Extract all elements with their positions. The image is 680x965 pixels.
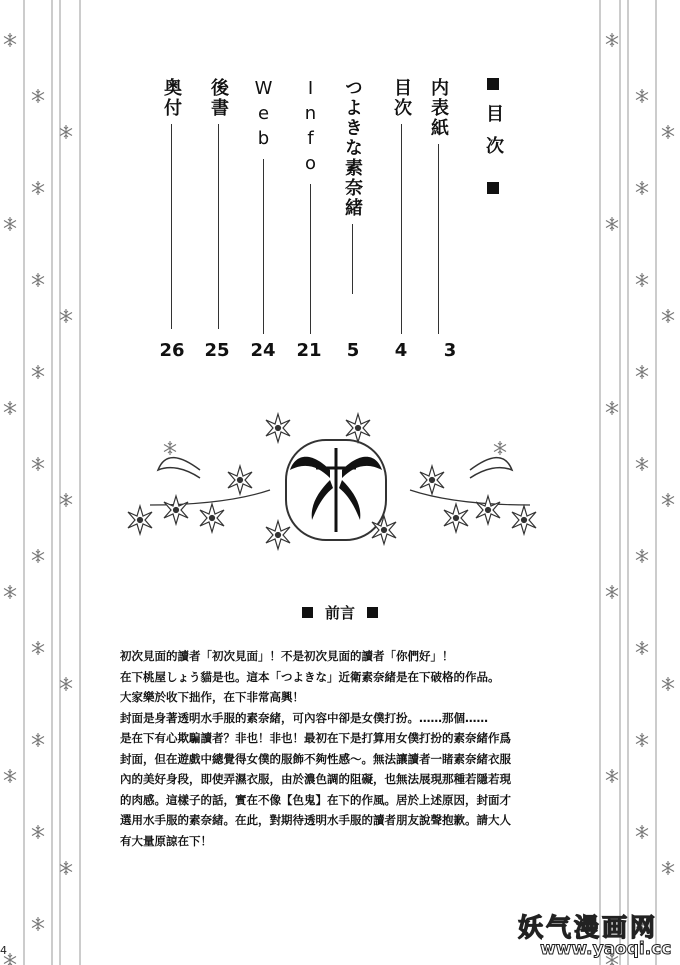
toc-entry: [158, 78, 184, 329]
snowflake-icon: [32, 733, 44, 747]
toc-entry-page: 4: [394, 340, 408, 361]
leader-line: [171, 124, 172, 329]
snowflake-icon: [32, 181, 44, 195]
snowflake-icon: [662, 125, 674, 139]
preface-body: [120, 646, 620, 851]
toc-entry: [250, 78, 276, 334]
snowflake-icon: [32, 457, 44, 471]
snowflake-icon: [32, 549, 44, 563]
snowflake-icon: [60, 125, 72, 139]
snowflake-icon: [32, 917, 44, 931]
preface-line: 內的美好身段，即使弄濕衣服，由於濃色調的阻礙，也無法展現那種若隱若現: [120, 772, 511, 786]
snowflake-icon: [636, 457, 648, 471]
snowflake-icon: [60, 309, 72, 323]
toc-entry-title: つよきな素奈緒: [342, 78, 363, 218]
toc-entry-title: Web: [253, 78, 274, 153]
leader-line: [401, 124, 402, 334]
snowflake-icon: [60, 677, 72, 691]
snowflake-icon: [662, 861, 674, 875]
snowflake-icon: [636, 825, 648, 839]
leader-line: [352, 224, 353, 294]
snowflake-icon: [60, 493, 72, 507]
toc-entry-page: 21: [296, 340, 322, 361]
toc-entry: [388, 78, 414, 334]
snowflake-icon: [60, 861, 72, 875]
snowflake-icon: [32, 273, 44, 287]
preface-line: 初次見面的讀者「初次見面」！不是初次見面的讀者「你們好」！: [120, 649, 454, 663]
snowflake-icon: [32, 89, 44, 103]
toc-entry: [297, 78, 323, 334]
preface-heading-text: 前言: [324, 604, 355, 622]
watermark-url: www.yaoqi.cc: [540, 939, 672, 959]
preface-line: 的肉感。這樣子的話，實在不像【色鬼】在下的作風。居於上述原因，封面才: [120, 792, 511, 807]
leader-line: [218, 124, 219, 329]
toc-heading-text: 目次: [483, 104, 504, 168]
toc-entry-title: 後書: [208, 78, 229, 118]
toc-entry-page: 5: [346, 340, 360, 361]
snowflake-icon: [4, 33, 16, 47]
preface-line: 大家樂於收下拙作，在下非常高興！: [120, 690, 304, 704]
preface-line: 是在下有心欺騙讀者？非也！非也！最初在下是打算用女僕打扮的素奈緒作爲: [120, 731, 511, 745]
preface-line: 選用水手服的素奈緒。在此，對期待透明水手服的讀者朋友說聲抱歉。請大人: [120, 813, 511, 827]
snowflake-icon: [636, 273, 648, 287]
snowflake-icon: [4, 217, 16, 231]
toc-entry-page: 24: [250, 340, 276, 361]
toc-entry-page: 26: [159, 340, 185, 361]
snowflake-icon: [662, 677, 674, 691]
snowflake-icon: [606, 217, 618, 231]
leader-line: [438, 144, 439, 334]
square-bullet-icon: [302, 607, 313, 618]
center-ornament: [128, 414, 536, 549]
leader-line: [263, 159, 264, 334]
snowflake-icon: [636, 733, 648, 747]
toc-entry-page: 25: [204, 340, 230, 361]
preface-line: 在下桃屋しょう貓是也。這本「つよきな」近衛素奈緒是在下破格的作品。: [120, 669, 500, 684]
toc-entry-page: 3: [443, 340, 457, 361]
square-bullet-icon: [487, 78, 499, 90]
preface-heading: [0, 602, 680, 623]
preface-line: 封面是身著透明水手服的素奈緒，可內容中卻是女僕打扮。……那個……: [120, 710, 488, 725]
toc-entry: [425, 78, 451, 334]
snowflake-icon: [606, 585, 618, 599]
snowflake-icon: [636, 181, 648, 195]
toc-entry-title: 目次: [391, 78, 412, 118]
watermark-name: 妖气漫画网: [518, 913, 659, 942]
toc-entry-title: 内表紙: [428, 78, 449, 138]
snowflake-icon: [662, 493, 674, 507]
snowflake-icon: [636, 641, 648, 655]
page-number: 4: [0, 944, 7, 957]
snowflake-icon: [4, 401, 16, 415]
snowflake-icon: [606, 33, 618, 47]
snowflake-icon: [662, 309, 674, 323]
snowflake-icon: [4, 769, 16, 783]
toc-heading: [478, 78, 508, 194]
snowflake-icon: [4, 585, 16, 599]
toc-entry-title: 奥付: [161, 78, 182, 118]
toc-entry: [205, 78, 231, 329]
site-watermark: [510, 908, 680, 965]
snowflake-icon: [32, 641, 44, 655]
snowflake-icon: [606, 401, 618, 415]
snowflake-icon: [636, 549, 648, 563]
preface-line: 封面，但在遊戲中總覺得女僕的服飾不夠性感～。無法讓讀者一睹素奈緒衣服: [120, 751, 511, 766]
square-bullet-icon: [487, 182, 499, 194]
toc-entry: [339, 78, 365, 294]
square-bullet-icon: [367, 607, 378, 618]
preface-line: 有大量原諒在下！: [120, 833, 212, 848]
snowflake-icon: [32, 825, 44, 839]
toc-entry-title: Info: [300, 78, 321, 178]
snowflake-icon: [636, 89, 648, 103]
snowflake-icon: [636, 365, 648, 379]
leader-line: [310, 184, 311, 334]
snowflake-icon: [32, 365, 44, 379]
